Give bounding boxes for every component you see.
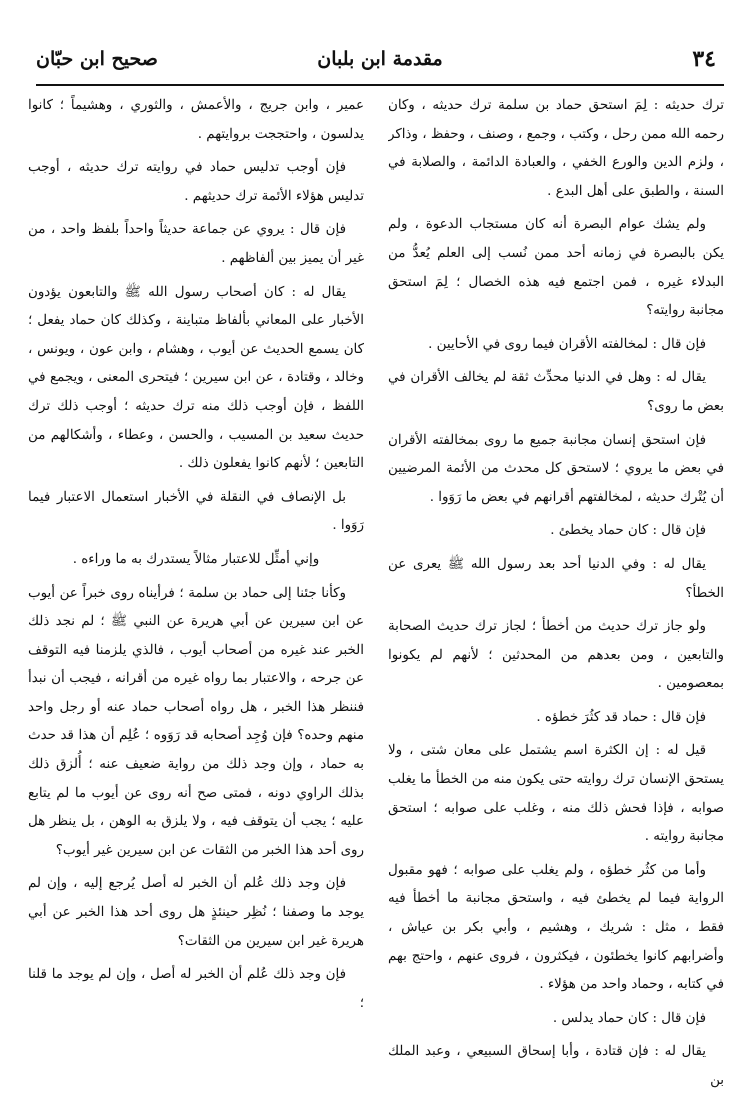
page-header <box>36 46 724 82</box>
left-column <box>28 92 364 1110</box>
paragraph: يقال له : وفي الدنيا أحد بعد رسول الله ﷺ يعرى عن الخطأ؟ <box>388 556 724 601</box>
paragraph: فإن قال : كان حماد يدلس . <box>552 1010 706 1026</box>
header-divider <box>36 84 724 86</box>
paragraph: وإني أمثِّل للاعتبار مثالاً يستدرك به ما وراءه . <box>72 551 320 567</box>
paragraph: وكأنا جئنا إلى حماد بن سلمة ؛ فرأيناه روى خبراً عن أيوب عن ابن سيرين عن أبي هريرة عن النبي ﷺ ؛ لم نجد ذلك الخبر عند غيره من أصحاب أيوب ، فالذي يلزمنا فيه التوقف عن جرحه ، والاعتبار بما رواه غيره من أقرانه ، فيجب أن نبدأ فننظر هذا الخبر ، هل رواه أصحاب حماد عنه أو رجل واحد منهم وحده؟ فإن وُجِد أصحابه قد رَوَوه ؛ عُلِم أن هذا قد حدث به حماد ، وإن وجد ذلك من رواية ضعيف عنه ؛ أُلزق ذلك بذلك الراوي دونه ، فمتى صح أنه روى عن أيوب ما لم يتابع عليه ؛ يجب أن يتوقف فيه ، ولا يلزق به الوهن ، بل ينظر هل روى أحد هذا الخبر من الثقات عن ابن سيرين غير أيوب؟ <box>28 585 364 858</box>
paragraph: فإن قال : حماد قد كثُرَ خطؤه . <box>536 709 706 725</box>
paragraph: فإن قال : لمخالفته الأقران فيما روى في الأحايين . <box>428 336 706 352</box>
paragraph: بل الإنصاف في النقلة في الأخبار استعمال الاعتبار فيما رَوَوا . <box>28 489 364 534</box>
paragraph: ولو جاز ترك حديث من أخطأ ؛ لجاز ترك حديث الصحابة والتابعين ، ومن بعدهم من المحدثين ؛ لأنهم لم يكونوا بمعصومين . <box>388 619 724 692</box>
page-number: ٣٤ <box>692 46 716 72</box>
paragraph: عمير ، وابن جريج ، والأعمش ، والثوري ، وهشيماً ؛ كانوا يدلسون ، واحتججت بروايتهم . <box>28 98 364 142</box>
paragraph: ولم يشك عوام البصرة أنه كان مستجاب الدعوة ، ولم يكن بالبصرة في زمانه أحد ممن نُسب إلى العلم يُعدُّ من البدلاء غيره ، فمن اجتمع فيه هذه الخصال ؛ لِمَ استحق مجانبة روايته؟ <box>388 217 724 319</box>
paragraph: ترك حديثه : لِمَ استحق حماد بن سلمة ترك حديثه ، وكان رحمه الله ممن رحل ، وكتب ، وجمع ، وصنف ، وحفظ ، وذاكر ، ولزم الدين والورع الخفي ، والعبادة الدائمة ، والصلابة في السنة ، والطبق على أهل البدع . <box>388 98 724 199</box>
paragraph: يقال له : فإن قتادة ، وأبا إسحاق السبيعي ، وعبد الملك بن <box>388 1044 724 1088</box>
paragraph: فإن قال : كان حماد يخطئ . <box>550 523 706 539</box>
paragraph: فإن قال : يروي عن جماعة حديثاً واحداً بلفظ واحد ، من غير أن يميز بين ألفاظهم . <box>28 222 364 266</box>
paragraph: يقال له : كان أصحاب رسول الله ﷺ والتابعون يؤدون الأخبار على المعاني بألفاظ متباينة ، وكذلك كان حماد يفعل ؛ كان يسمع الحديث عن أيوب ، وهشام ، وابن عون ، ويونس ، وخالد ، وقتادة ، عن ابن سيرين ؛ فيتحرى المعنى ، ويجمع في اللفظ ، فإن أوجب ذلك منه ترك حديثه ؛ أوجب ذلك ترك حديث سعيد بن المسيب ، والحسن ، وعطاء ، وأشكالهم من التابعين ؛ لأنهم كانوا يفعلون ذلك . <box>28 284 364 472</box>
paragraph: فإن وجد ذلك عُلم أن الخبر له أصل يُرجع إليه ، وإن لم يوجد ما وصفنا ؛ نُظِر حينئذٍ هل روى أحد هذا الخبر عن أبي هريرة غير ابن سيرين من الثقات؟ <box>28 876 364 949</box>
paragraph: يقال له : وهل في الدنيا محدِّث ثقة لم يخالف الأقران في بعض ما روى؟ <box>388 370 724 414</box>
paragraph: قيل له : إن الكثرة اسم يشتمل على معان شتى ، ولا يستحق الإنسان ترك روايته حتى يكون منه من الخطأ ما يغلب صوابه ، فإذا فحش ذلك منه ، وغلب على صوابه ؛ استحق مجانبة روايته . <box>388 743 724 845</box>
book-title: صحيح ابن حبّان <box>36 48 158 70</box>
right-column <box>388 92 724 1110</box>
paragraph: وأما من كثُر خطؤه ، ولم يغلب على صوابه ؛ فهو مقبول الرواية فيما لم يخطئ فيه ، واستحق مجانبة ما أخطأ فيه فقط ، مثل : شريك ، وهشيم ، وأبي بكر بن عياش ، وأضرابهم كانوا يخطئون ، فيكثرون ، فروى عنهم ، واحتج بهم في كتابه ، وحماد واحد من هؤلاء . <box>388 862 724 993</box>
section-title: مقدمة ابن بلبان <box>317 48 443 70</box>
paragraph: فإن استحق إنسان مجانبة جميع ما روى بمخالفته الأقران في بعض ما يروي ؛ لاستحق كل محدث من الأئمة المرضيين أن يُتْرك حديثه ، لمخالفتهم أقرانهم في بعض ما رَوَوا . <box>388 432 724 505</box>
paragraph: فإن وجد ذلك عُلم أن الخبر له أصل ، وإن لم يوجد ما قلنا ؛ <box>28 967 364 1011</box>
paragraph: فإن أوجب تدليس حماد في روايته ترك حديثه ، أوجب تدليس هؤلاء الأئمة ترك حديثهم . <box>28 160 364 204</box>
